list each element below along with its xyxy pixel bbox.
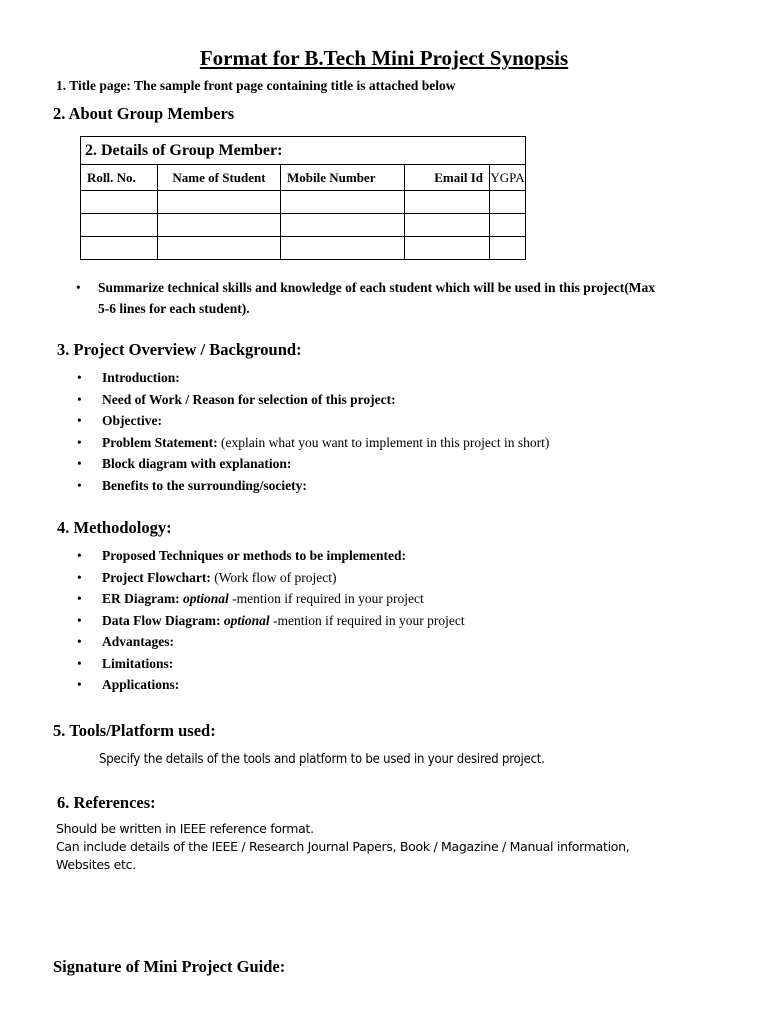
- item-note: (explain what you want to implement in this project in short): [217, 434, 550, 450]
- list-item: [77, 674, 465, 696]
- column-header-ygpa: YGPA: [490, 165, 526, 191]
- table-caption: 2. Details of Group Member:: [81, 137, 526, 165]
- list-item: [77, 567, 465, 589]
- bullet-icon: •: [77, 456, 82, 471]
- list-item: [77, 588, 465, 610]
- item-label: Advantages:: [102, 634, 175, 649]
- table-cell: [281, 191, 405, 214]
- table-row: [81, 191, 526, 214]
- table-cell: [158, 237, 281, 260]
- item-label: Limitations:: [102, 655, 174, 671]
- table-cell: [281, 214, 405, 237]
- item-label: Block diagram with explanation:: [102, 456, 292, 471]
- item-label: Objective:: [102, 413, 162, 428]
- column-header-mobile: Mobile Number: [281, 165, 405, 191]
- references-line: Can include details of the IEEE / Research Journal Papers, Book / Magazine / Manual information,: [56, 839, 630, 854]
- bullet-icon: •: [77, 655, 82, 671]
- column-header-name: Name of Student: [158, 165, 281, 191]
- item-qualifier: optional: [179, 591, 229, 606]
- table-cell: [490, 214, 526, 237]
- item-label: Need of Work / Reason for selection of this project:: [102, 391, 396, 407]
- item-label: Problem Statement:: [102, 434, 218, 450]
- item-note: -mention if required in your project: [228, 591, 424, 606]
- item-label: Benefits to the surrounding/society:: [102, 477, 307, 493]
- title-page-note: 1. Title page: The sample front page containing title is attached below: [56, 78, 456, 93]
- column-header-roll-no: Roll. No.: [81, 165, 158, 191]
- item-label: Data Flow Diagram:: [102, 612, 221, 628]
- list-item: [77, 432, 550, 454]
- methodology-list: [77, 545, 465, 696]
- references-line: Should be written in IEEE reference format.: [56, 821, 314, 836]
- bullet-icon: •: [77, 634, 82, 649]
- list-item: [77, 610, 465, 632]
- list-item: [77, 367, 549, 389]
- column-header-email: Email Id: [405, 165, 490, 191]
- table-cell: [81, 237, 158, 260]
- table-cell: [405, 237, 490, 260]
- bullet-icon: •: [76, 280, 81, 295]
- bullet-icon: •: [77, 370, 82, 385]
- skills-summary-line-1: Summarize technical skills and knowledge of each student which will be used in this project(Max: [98, 280, 656, 295]
- section-about-group-heading: 2. About Group Members: [53, 104, 235, 123]
- item-qualifier: optional: [220, 612, 270, 628]
- bullet-icon: •: [77, 434, 82, 450]
- list-item: [77, 475, 549, 497]
- skills-summary-item: [76, 277, 738, 319]
- table-cell: [158, 191, 281, 214]
- table-cell: [405, 191, 490, 214]
- bullet-icon: •: [77, 612, 82, 628]
- list-item: [77, 631, 465, 653]
- document-title: Format for B.Tech Mini Project Synopsis: [199, 46, 569, 70]
- bullet-icon: •: [77, 477, 82, 493]
- guide-signature-label: Signature of Mini Project Guide:: [53, 957, 286, 976]
- list-item: [77, 653, 465, 675]
- references-description: [56, 820, 706, 874]
- list-item: [77, 410, 549, 432]
- bullet-icon: •: [77, 413, 82, 428]
- skills-summary-line-2: 5-6 lines for each student).: [98, 301, 250, 316]
- bullet-icon: •: [77, 569, 82, 585]
- table-cell: [490, 237, 526, 260]
- section-tools-heading: 5. Tools/Platform used:: [53, 721, 216, 740]
- group-members-table: [80, 136, 526, 260]
- section-references-heading: 6. References:: [57, 793, 156, 812]
- tools-description: Specify the details of the tools and platform to be used in your desired project.: [99, 752, 545, 767]
- section-overview-heading: 3. Project Overview / Background:: [57, 340, 302, 359]
- section-methodology-heading: 4. Methodology:: [57, 518, 172, 537]
- item-note: -mention if required in your project: [269, 612, 465, 628]
- bullet-icon: •: [77, 548, 82, 563]
- table-cell: [81, 191, 158, 214]
- item-label: Project Flowchart:: [102, 569, 211, 585]
- bullet-icon: •: [77, 677, 82, 692]
- bullet-icon: •: [77, 391, 82, 407]
- table-row: [81, 214, 526, 237]
- table-cell: [158, 214, 281, 237]
- item-label: Applications:: [102, 677, 180, 692]
- overview-list: [77, 367, 550, 496]
- item-label: Introduction:: [102, 370, 180, 385]
- references-line: Websites etc.: [56, 857, 136, 872]
- table-cell: [281, 237, 405, 260]
- list-item: [77, 389, 549, 411]
- item-note: (Work flow of project): [210, 569, 337, 585]
- list-item: [77, 545, 465, 567]
- list-item: [77, 453, 549, 475]
- item-label: ER Diagram:: [102, 591, 180, 606]
- table-row: [81, 237, 526, 260]
- bullet-icon: •: [77, 591, 82, 606]
- table-cell: [405, 214, 490, 237]
- table-cell: [81, 214, 158, 237]
- item-label: Proposed Techniques or methods to be implemented:: [102, 548, 407, 563]
- table-cell: [490, 191, 526, 214]
